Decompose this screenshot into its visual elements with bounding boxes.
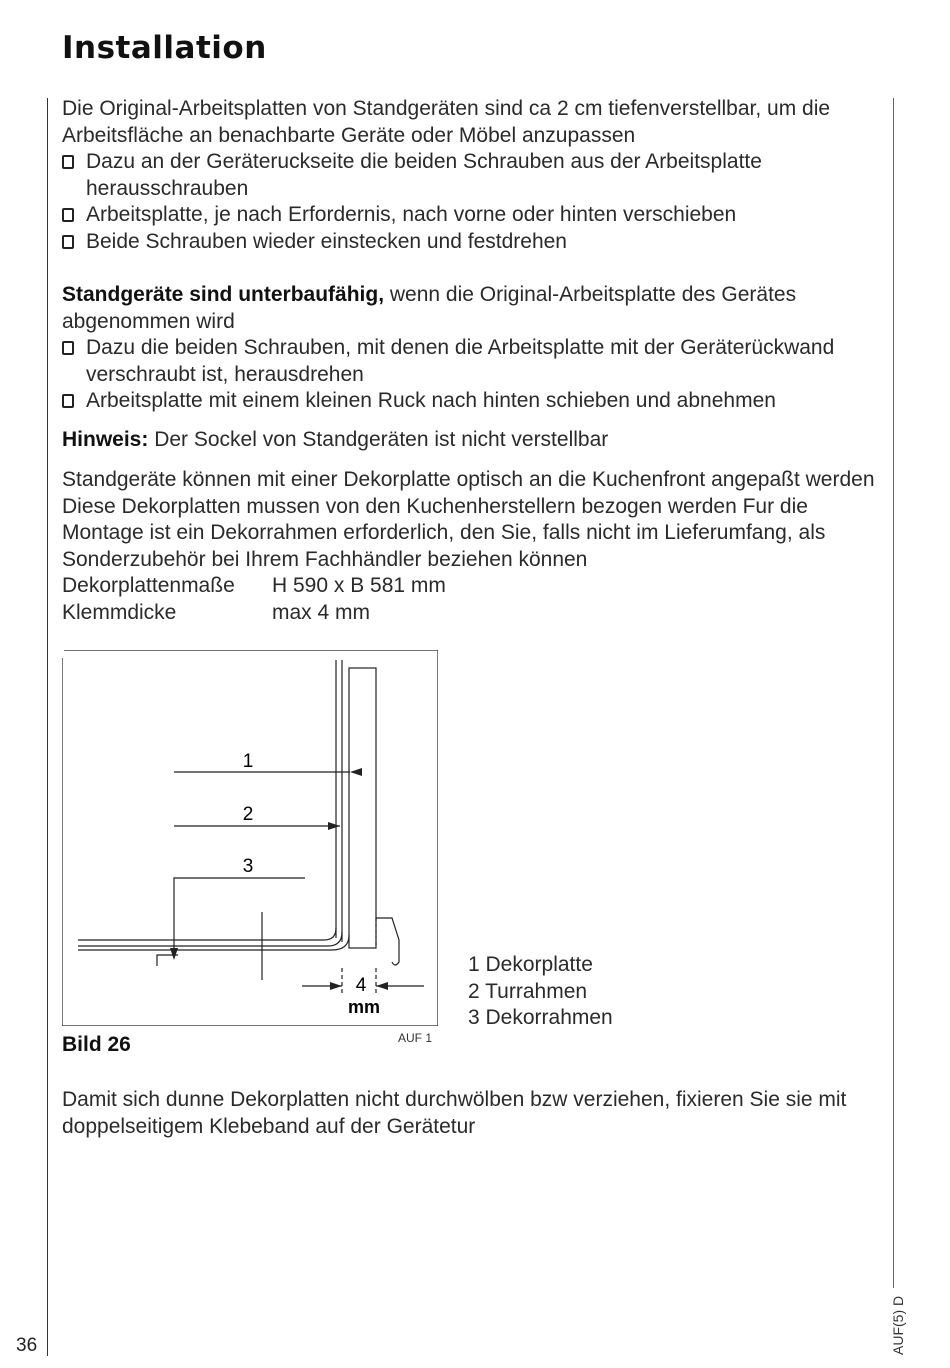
clip-shape: [376, 918, 399, 965]
footer-paragraph: Damit sich dunne Dekorplatten nicht durchwölben bzw verziehen, fixieren Sie sie mit doppelseitigem Klebeband auf der Gerätetur: [62, 1088, 847, 1138]
section-underbuild: [62, 282, 882, 415]
figure-label-1: 1: [242, 751, 254, 772]
list-item-text: Arbeitsplatte mit einem kleinen Ruck nach hinten schieben und abnehmen: [86, 389, 776, 412]
spec-label: Klemmdicke: [62, 600, 177, 624]
list-item-text: Dazu an der Geräteruckseite die beiden Schrauben aus der Arbeitsplatte herausschrauben: [86, 150, 762, 200]
arrow-head-icon: [328, 822, 340, 830]
door-panel-shape: [349, 668, 376, 948]
leader-line-3: [174, 878, 305, 955]
left-margin-rule: [47, 98, 48, 1356]
underbuild-text: wenn die Original-Arbeitsplatte des Gerätes abgenommen wird: [62, 283, 797, 333]
note-text: Der Sockel von Standgeräten ist nicht verstellbar: [148, 428, 609, 451]
document-code: AUF(5) D: [890, 1295, 906, 1355]
section-decor-panel: [62, 467, 882, 626]
checkbox-bullet-icon: [62, 155, 74, 169]
figure-label-2: 2: [242, 804, 254, 825]
checkbox-bullet-icon: [62, 394, 74, 408]
list-item: [62, 202, 882, 229]
dimension-value: 4: [355, 975, 367, 996]
figure-label-3: 3: [242, 856, 254, 877]
right-margin-rule: [893, 98, 894, 1288]
list-item-text: Beide Schrauben wieder einstecken und festdrehen: [86, 229, 567, 253]
decor-paragraph: Standgeräte können mit einer Dekorplatte optisch an die Kuchenfront angepaßt werden Diese Dekorplatten mussen von den Kuchenherstellern bezogen werden Fur die Montage ist ein Dekorrahmen erforderlich, den Sie, falls nicht im Lieferumfang, als Sonderzubehör bei Ihrem Fachhändler beziehen können: [62, 468, 875, 571]
base-line: [78, 932, 342, 946]
figure-diagram: [62, 650, 438, 1026]
spec-label: Dekorplattenmaße: [62, 574, 235, 597]
note-paragraph: [62, 427, 882, 454]
checkbox-bullet-icon: [62, 208, 74, 222]
legend-item: 3 Dekorrahmen: [468, 1006, 613, 1029]
arrow-head-icon: [350, 768, 362, 776]
spec-value: H 590 x B 581 mm: [272, 574, 446, 597]
dimension-unit: mm: [347, 997, 381, 1017]
checkbox-bullet-icon: [62, 341, 74, 355]
legend-item: 2 Turrahmen: [468, 979, 588, 1003]
spec-table: [62, 573, 882, 626]
list-item: [62, 149, 882, 202]
list-item: [62, 388, 882, 415]
intro-paragraph: Die Original-Arbeitsplatten von Standgeräten sind ca 2 cm tiefenverstellbar, um die Arbeitsfläche an benachbarte Geräte oder Möbel anzupassen: [62, 97, 831, 147]
base-line: [78, 935, 349, 950]
figure-code: AUF 1: [398, 1031, 433, 1045]
page-number: 36: [16, 1335, 38, 1356]
spec-value: max 4 mm: [272, 600, 371, 624]
arrow-head-icon: [330, 982, 342, 990]
legend-item: 1 Dekorplatte: [468, 953, 593, 976]
base-line: [78, 928, 336, 940]
figure-legend: [468, 952, 613, 1032]
list-item: [62, 335, 882, 388]
note-label: Hinweis:: [62, 428, 149, 451]
checkbox-bullet-icon: [62, 235, 74, 249]
decor-frame-diagram: [62, 650, 438, 1026]
arrow-head-icon: [376, 982, 388, 990]
underbuild-lead: Standgeräte sind unterbaufähig,: [62, 283, 385, 306]
arrow-head-icon: [170, 948, 178, 960]
list-item: [62, 229, 882, 256]
page-title: Installation: [62, 30, 267, 66]
list-item-text: Dazu die beiden Schrauben, mit denen die Arbeitsplatte mit der Geräterückwand verschraubt ist, herausdrehen: [86, 336, 835, 386]
section-adjustable-worktop: [62, 96, 882, 255]
figure-caption: Bild 26: [62, 1033, 131, 1056]
list-item-text: Arbeitsplatte, je nach Erfordernis, nach vorne oder hinten verschieben: [86, 203, 737, 226]
figure-frame: [62, 650, 438, 1026]
underbuild-paragraph: [62, 282, 882, 335]
